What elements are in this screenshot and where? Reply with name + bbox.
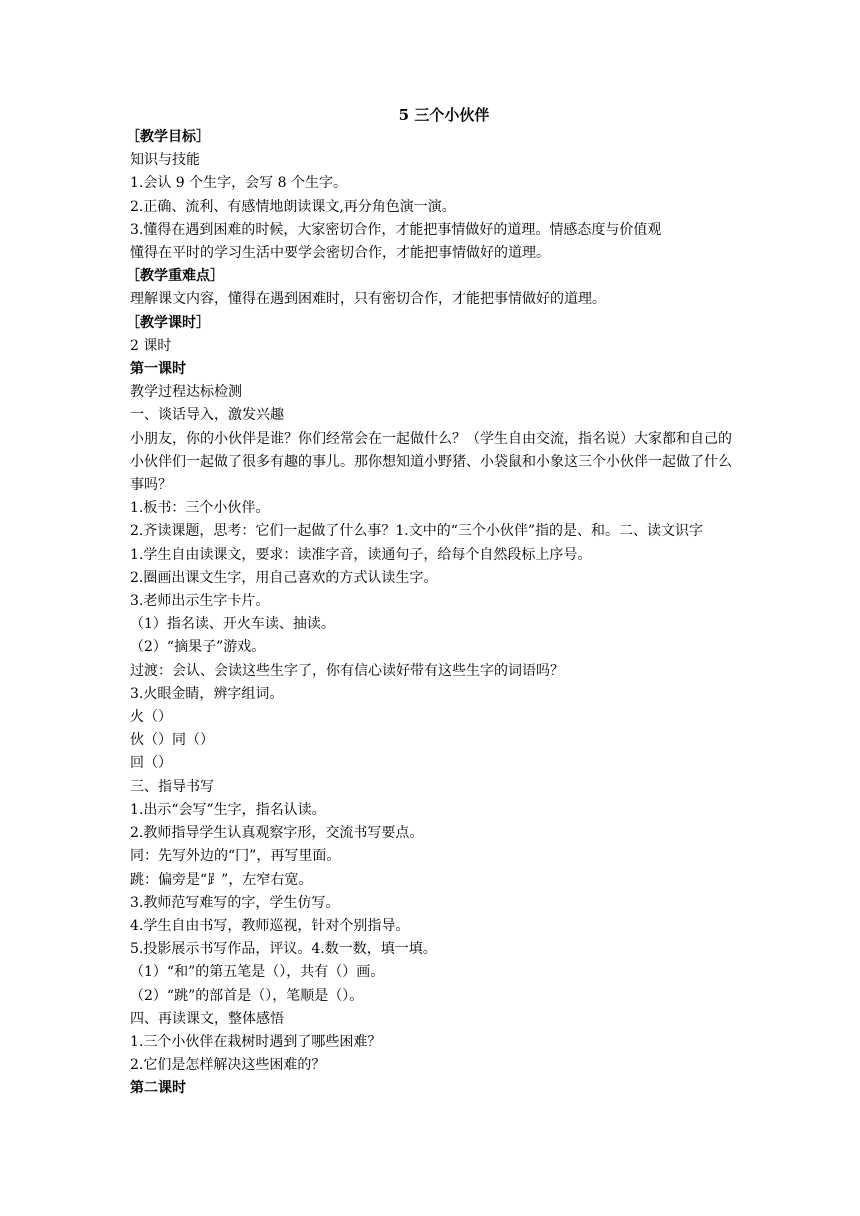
lesson-plan-page: [126, 104, 732, 1101]
body-paragraph: （2）“跳”的部首是（），笔顺是（）。: [130, 987, 364, 1004]
body-paragraph: 1.出示“会写”生字，指名认读。: [130, 801, 326, 818]
body-paragraph: 跳：偏旁是“⻊”，左窄右宽。: [130, 871, 313, 888]
lesson-body: [126, 126, 732, 1101]
body-paragraph: （1）“和”的第五笔是（），共有（）画。: [130, 964, 385, 981]
body-paragraph: 3.懂得在遇到困难的时候，大家密切合作，才能把事情做好的道理。情感态度与价值观: [130, 221, 662, 238]
body-paragraph: 理解课文内容，懂得在遇到困难时，只有密切合作，才能把事情做好的道理。: [130, 291, 606, 308]
body-paragraph: 教学过程达标检测: [130, 384, 242, 401]
body-paragraph: 2.正确、流利、有感情地朗读课文,再分角色演一演。: [130, 198, 456, 215]
body-paragraph: 伙（）同（）: [130, 732, 214, 749]
body-paragraph: 1.三个小伙伴在栽树时遇到了哪些困难？: [130, 1033, 382, 1050]
section-heading: ［教学目标］: [126, 129, 210, 145]
body-paragraph: 同：先写外边的“冂”，再写里面。: [130, 848, 341, 865]
body-paragraph: 懂得在平时的学习生活中要学会密切合作，才能把事情做好的道理。: [130, 245, 550, 262]
body-paragraph: 2 课时: [130, 337, 172, 354]
body-paragraph: 2.它们是怎样解决这些困难的？: [130, 1057, 326, 1074]
body-paragraph: 一、谈话导入，激发兴趣: [130, 407, 284, 424]
lesson-period-heading: 第二课时: [130, 1080, 186, 1097]
body-paragraph: 三、指导书写: [130, 778, 214, 795]
body-paragraph: 2.圈画出课文生字，用自己喜欢的方式认读生字。: [130, 569, 438, 586]
body-paragraph: （1）指名读、开火车读、抽读。: [130, 616, 335, 633]
page-title: 5 三个小伙伴: [398, 106, 490, 124]
body-paragraph: 过渡：会认、会读这些生字了，你有信心读好带有这些生字的词语吗？: [130, 662, 564, 679]
body-paragraph: 2.齐读课题，思考：它们一起做了什么事？1.文中的“三个小伙伴”指的是、和。二、读文识字: [130, 523, 704, 540]
body-paragraph: 4.学生自由书写，教师巡视，针对个别指导。: [130, 917, 410, 934]
section-heading: ［教学课时］: [126, 314, 210, 331]
body-paragraph: 火（）: [130, 709, 172, 726]
body-paragraph: 1.会认 9 个生字，会写 8 个生字。: [130, 175, 347, 192]
body-paragraph: 1.板书：三个小伙伴。: [130, 500, 270, 517]
body-paragraph: 四、再读课文，整体感悟: [130, 1010, 284, 1027]
body-paragraph: 知识与技能: [130, 152, 200, 169]
body-paragraph: 小朋友，你的小伙伴是谁？你们经常会在一起做什么？（学生自由交流，指名说）大家都和自己的小伙伴们一起做了很多有趣的事儿。那你想知道小野猪、小袋鼠和小象这三个小伙伴一起做了什么事吗？: [130, 430, 732, 494]
body-paragraph: 1.学生自由读课文，要求：读准字音，读通句子，给每个自然段标上序号。: [130, 546, 592, 563]
body-paragraph: 3.火眼金睛，辨字组词。: [130, 685, 284, 702]
body-paragraph: 回（）: [130, 755, 172, 772]
body-paragraph: 5.投影展示书写作品，评议。4.数一数，填一填。: [130, 941, 437, 958]
body-paragraph: 3.老师出示生字卡片。: [130, 593, 270, 610]
lesson-period-heading: 第一课时: [130, 361, 186, 378]
section-heading: ［教学重难点］: [126, 268, 224, 285]
body-paragraph: （2）“摘果子”游戏。: [130, 639, 266, 656]
body-paragraph: 2.教师指导学生认真观察字形，交流书写要点。: [130, 825, 424, 842]
body-paragraph: 3.教师范写难写的字，学生仿写。: [130, 894, 340, 911]
